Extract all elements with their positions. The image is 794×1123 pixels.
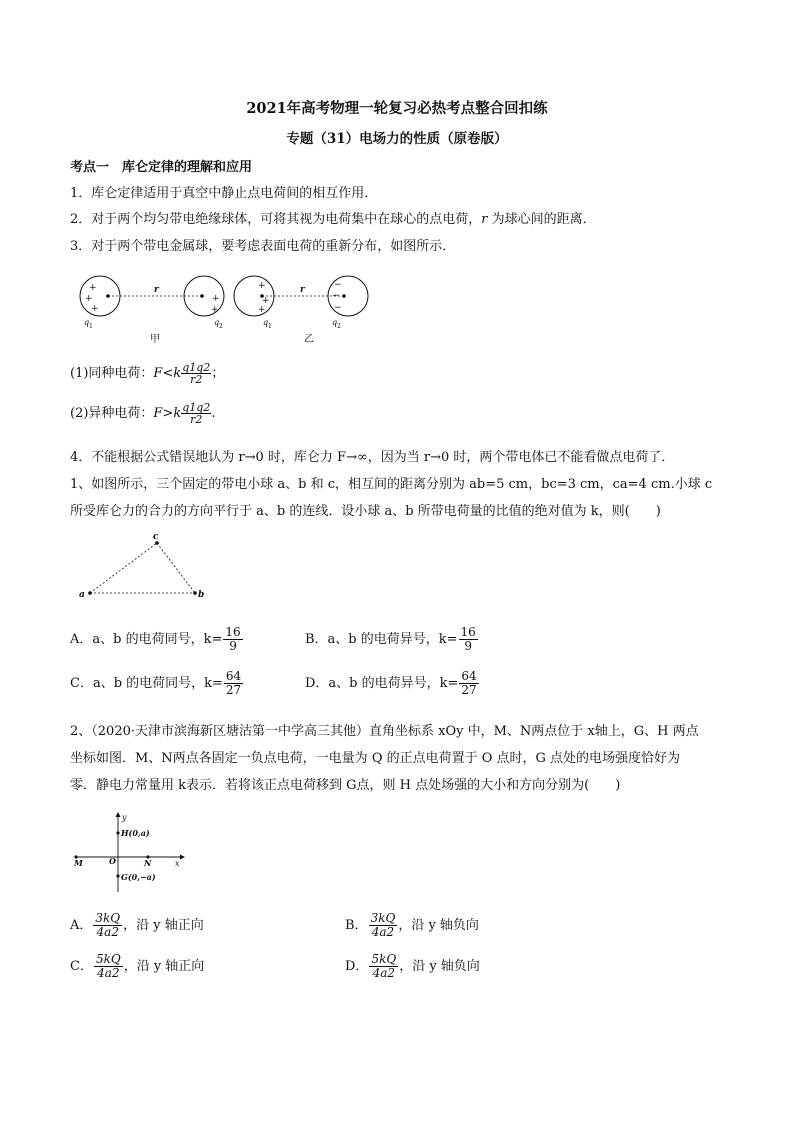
question-1-stem-line-2: 所受库仑力的合力的方向平行于 a、b 的连线．设小球 a、b 所带电荷量的比值的绝对值为 k，则( ) [70,504,661,519]
svg-text:N: N [144,858,152,868]
q2-option-c[interactable]: C． $\frac{5kQ}{4a2}$ ，沿 y 轴正向 [70,952,205,980]
question-2-stem-line-2: 坐标如图．M、N两点各固定一负点电荷，一电量为 Q 的正点电荷置于 O 点时，G 点处的电场强度恰好为 [70,751,681,766]
svg-text:a: a [79,590,85,600]
svg-text:q: q [214,318,220,327]
svg-text:+: + [212,294,220,304]
svg-text:x: x [175,859,180,868]
svg-text:y: y [122,813,127,822]
svg-text:甲: 甲 [150,334,160,345]
svg-text:−: − [332,291,340,301]
svg-text:−: − [334,303,342,313]
section-heading: 考点一 库仑定律的理解和应用 [70,160,253,175]
svg-text:乙: 乙 [304,334,314,345]
q1-option-c[interactable]: C．a、b 的电荷同号，k= $\frac{64}{27}$ [70,669,242,697]
svg-text:+: + [258,281,266,291]
svg-text:G(0,−a): G(0,−a) [121,872,156,882]
q2-option-a[interactable]: A． $\frac{3kQ}{4a2}$ ，沿 y 轴正向 [70,911,204,939]
page-subtitle: 专题（31）电场力的性质（原卷版） [286,131,508,147]
svg-text:c: c [153,532,159,542]
triangle-abc-figure [75,530,215,605]
paragraph-1: 1．库仑定律适用于真空中静止点电荷间的相互作用． [70,186,378,201]
svg-text:1: 1 [268,323,272,330]
svg-text:M: M [74,858,83,868]
svg-text:O: O [109,856,116,866]
svg-text:q: q [332,318,338,327]
svg-text:r: r [154,285,159,295]
q1-option-b[interactable]: B．a、b 的电荷异号，k= $\frac{16}{9}$ [305,625,476,653]
paragraph-4: 4．不能根据公式错误地认为 r→0 时，库仑力 F→∞，因为当 r→0 时，两个带电体已不能看做点电荷了． [70,450,675,465]
svg-text:+: + [89,283,97,293]
page-title: 2021年高考物理一轮复习必热考点整合回扣练 [246,100,548,117]
svg-text:b: b [198,590,205,600]
formula-like-charges: (1)同种电荷：F<k $\frac{q1q2}{r2}$ ； [70,361,225,386]
paragraph-2: 2．对于两个均匀带电绝缘球体，可将其视为电荷集中在球心的点电荷，r 为球心间的距离． [70,212,596,227]
svg-text:2: 2 [219,323,223,330]
coordinate-figure [70,810,190,895]
svg-text:+: + [262,296,270,306]
svg-text:2: 2 [337,323,341,330]
formula-unlike-charges: (2)异种电荷：F>k $\frac{q1q2}{r2}$ . [70,401,216,426]
svg-text:q: q [84,318,90,327]
q2-option-d[interactable]: D． $\frac{5kQ}{4a2}$ ，沿 y 轴负向 [345,952,480,980]
svg-text:+: + [258,305,266,315]
q2-option-b[interactable]: B． $\frac{3kQ}{4a2}$ ，沿 y 轴负向 [345,911,479,939]
svg-text:r: r [300,285,305,295]
svg-text:−: − [334,280,342,290]
svg-text:+: + [91,304,99,314]
svg-text:q: q [263,318,269,327]
svg-text:H(0,a): H(0,a) [121,828,150,838]
svg-text:+: + [85,294,93,304]
question-1-stem-line-1: 1、如图所示，三个固定的带电小球 a、b 和 c，相互间的距离分别为 ab=5 cm，bc=3 cm，ca=4 cm.小球 c [70,477,713,492]
charged-spheres-figure [70,270,390,350]
svg-text:+: + [211,305,219,315]
question-2-stem-line-3: 零．静电力常量用 k表示．若将该正点电荷移到 G点，则 H 点处场强的大小和方向分别为( ) [70,778,621,793]
q1-option-d[interactable]: D．a、b 的电荷异号，k= $\frac{64}{27}$ [305,669,477,697]
svg-text:1: 1 [89,323,93,330]
question-2-stem-line-1: 2、（2020·天津市滨海新区塘沽第一中学高三其他）直角坐标系 xOy 中，M、N两点位于 x轴上，G、H 两点 [70,724,699,739]
paragraph-3: 3．对于两个带电金属球，要考虑表面电荷的重新分布，如图所示． [70,239,456,254]
q1-option-a[interactable]: A．a、b 的电荷同号，k= $\frac{16}{9}$ [70,625,241,653]
